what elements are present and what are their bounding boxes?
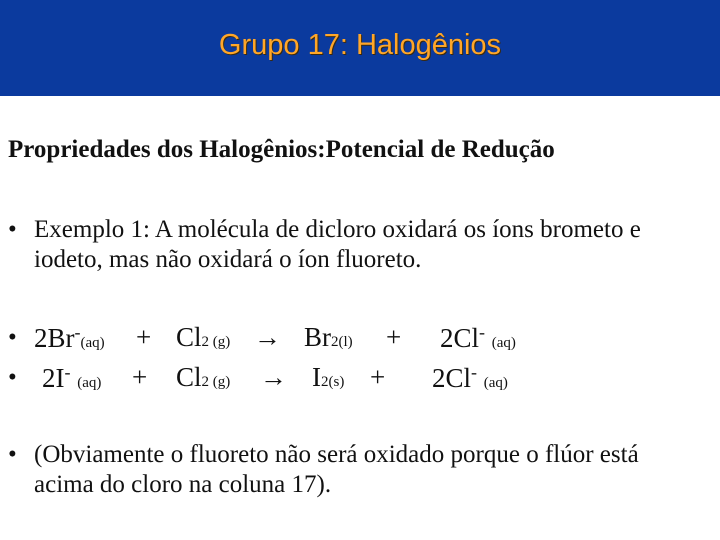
reaction-arrow: →: [254, 322, 281, 352]
reactant-2: Cl2 (g): [176, 322, 231, 352]
bullet-example-text: Exemplo 1: A molécula de dicloro oxidará os íons brometo e iodeto, mas não oxidará o íon fluoreto.: [34, 216, 641, 273]
bullet-marker: •: [8, 441, 17, 468]
bullet-marker: •: [8, 364, 17, 391]
plus-sign: +: [136, 322, 152, 352]
bullet-marker: •: [8, 324, 17, 351]
bullet-note-text: (Obviamente o fluoreto não será oxidado porque o flúor está acima do cloro na coluna 17).: [34, 441, 639, 498]
product-1: Br2(l): [304, 322, 353, 352]
reaction-arrow: →: [260, 362, 287, 392]
bullet-marker: •: [8, 216, 17, 243]
slide-title: Grupo 17: Halogênios: [218, 28, 502, 61]
reactant-2: Cl2 (g): [176, 362, 231, 392]
plus-sign: +: [386, 322, 402, 352]
equation-iodide: [8, 362, 708, 396]
reactant-1: 2Br-(aq): [34, 322, 105, 353]
slide-subtitle: Propriedades dos Halogênios:Potencial de Redução: [8, 136, 555, 163]
title-banner: [0, 0, 720, 96]
product-2: 2Cl- (aq): [432, 362, 508, 393]
equation-bromide: [8, 322, 708, 356]
product-2: 2Cl- (aq): [440, 322, 516, 353]
plus-sign: +: [132, 362, 148, 392]
plus-sign: +: [370, 362, 386, 392]
reactant-1: 2I- (aq): [42, 362, 102, 393]
product-1: I2(s): [312, 362, 345, 392]
